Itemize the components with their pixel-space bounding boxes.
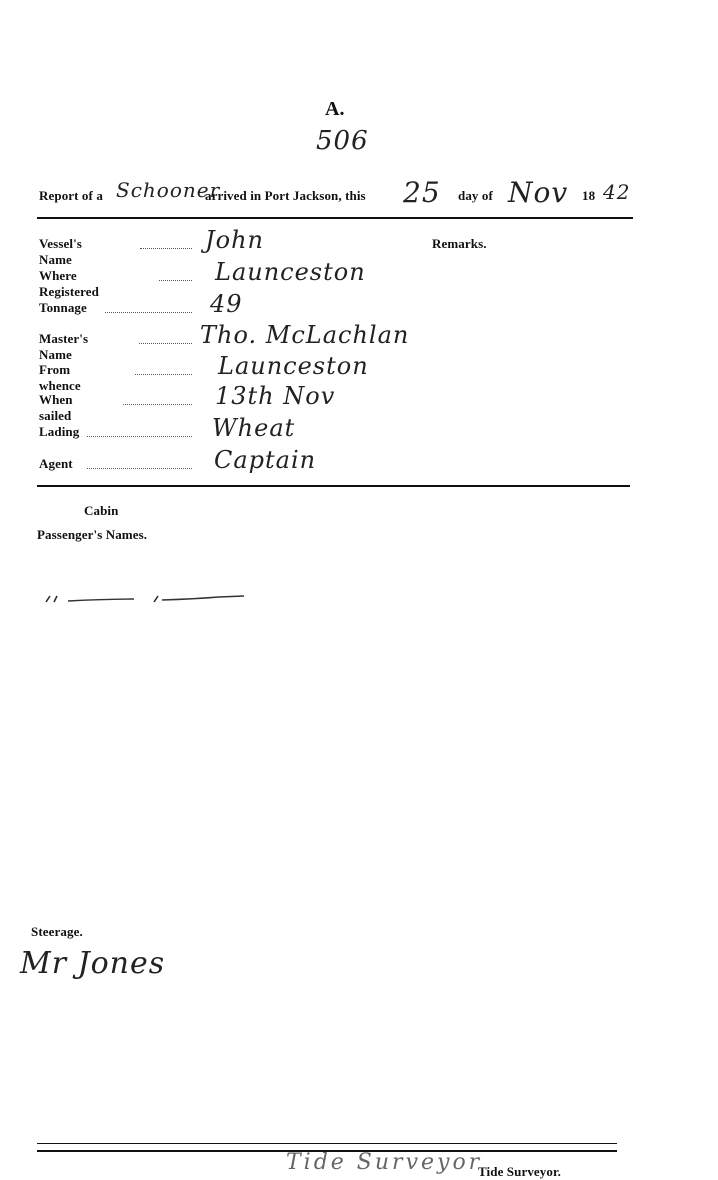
surveyor-signature: Tide Surveyor	[286, 1150, 483, 1175]
cabin-label: Cabin	[84, 503, 119, 518]
field-label: From whence	[39, 362, 81, 393]
field-value: 49	[210, 290, 243, 318]
field-value: Wheat	[212, 414, 296, 442]
field-leader-dots	[87, 468, 192, 469]
field-label: Where Registered	[39, 268, 99, 299]
field-label: When sailed	[39, 392, 73, 423]
field-leader-dots	[123, 404, 192, 405]
field-leader-dots	[135, 374, 192, 375]
field-label: Tonnage	[39, 300, 87, 315]
passengers-names-label: Passenger's Names.	[37, 527, 148, 542]
field-label: Agent	[39, 456, 73, 471]
field-value: Tho. McLachlan	[200, 321, 410, 349]
arrived-text: arrived in Port Jackson, this	[205, 188, 366, 203]
field-value: John	[205, 226, 264, 254]
field-leader-dots	[105, 312, 192, 313]
year-suffix: 42	[603, 180, 631, 204]
field-leader-dots	[87, 436, 192, 437]
report-prefix: Report of a	[39, 188, 103, 203]
field-value: 13th Nov	[215, 382, 336, 410]
arrival-month: Nov	[508, 176, 569, 209]
arrival-day: 25	[403, 176, 441, 209]
header-rule	[37, 217, 633, 219]
vessel-type: Schooner	[116, 178, 221, 202]
year-prefix: 18	[582, 188, 596, 203]
cabin-dash-marks	[44, 590, 254, 610]
field-label: Vessel's Name	[39, 236, 82, 267]
footer-rule-top	[37, 1143, 617, 1144]
field-label: Lading	[39, 424, 80, 439]
form-letter: A.	[325, 98, 345, 120]
field-leader-dots	[139, 343, 192, 344]
form-number: 506	[316, 126, 369, 156]
steerage-entry: Mr Jones	[20, 946, 166, 981]
field-label: Master's Name	[39, 331, 89, 362]
day-of-text: day of	[458, 188, 493, 203]
remarks-label: Remarks.	[432, 236, 487, 251]
steerage-label: Steerage.	[31, 924, 83, 939]
field-value: Captain	[214, 446, 317, 474]
surveyor-title: Tide Surveyor.	[478, 1164, 562, 1179]
field-value: Launceston	[215, 258, 366, 286]
field-leader-dots	[140, 248, 192, 249]
field-leader-dots	[159, 280, 192, 281]
fields-rule	[37, 485, 630, 487]
field-value: Launceston	[218, 352, 369, 380]
